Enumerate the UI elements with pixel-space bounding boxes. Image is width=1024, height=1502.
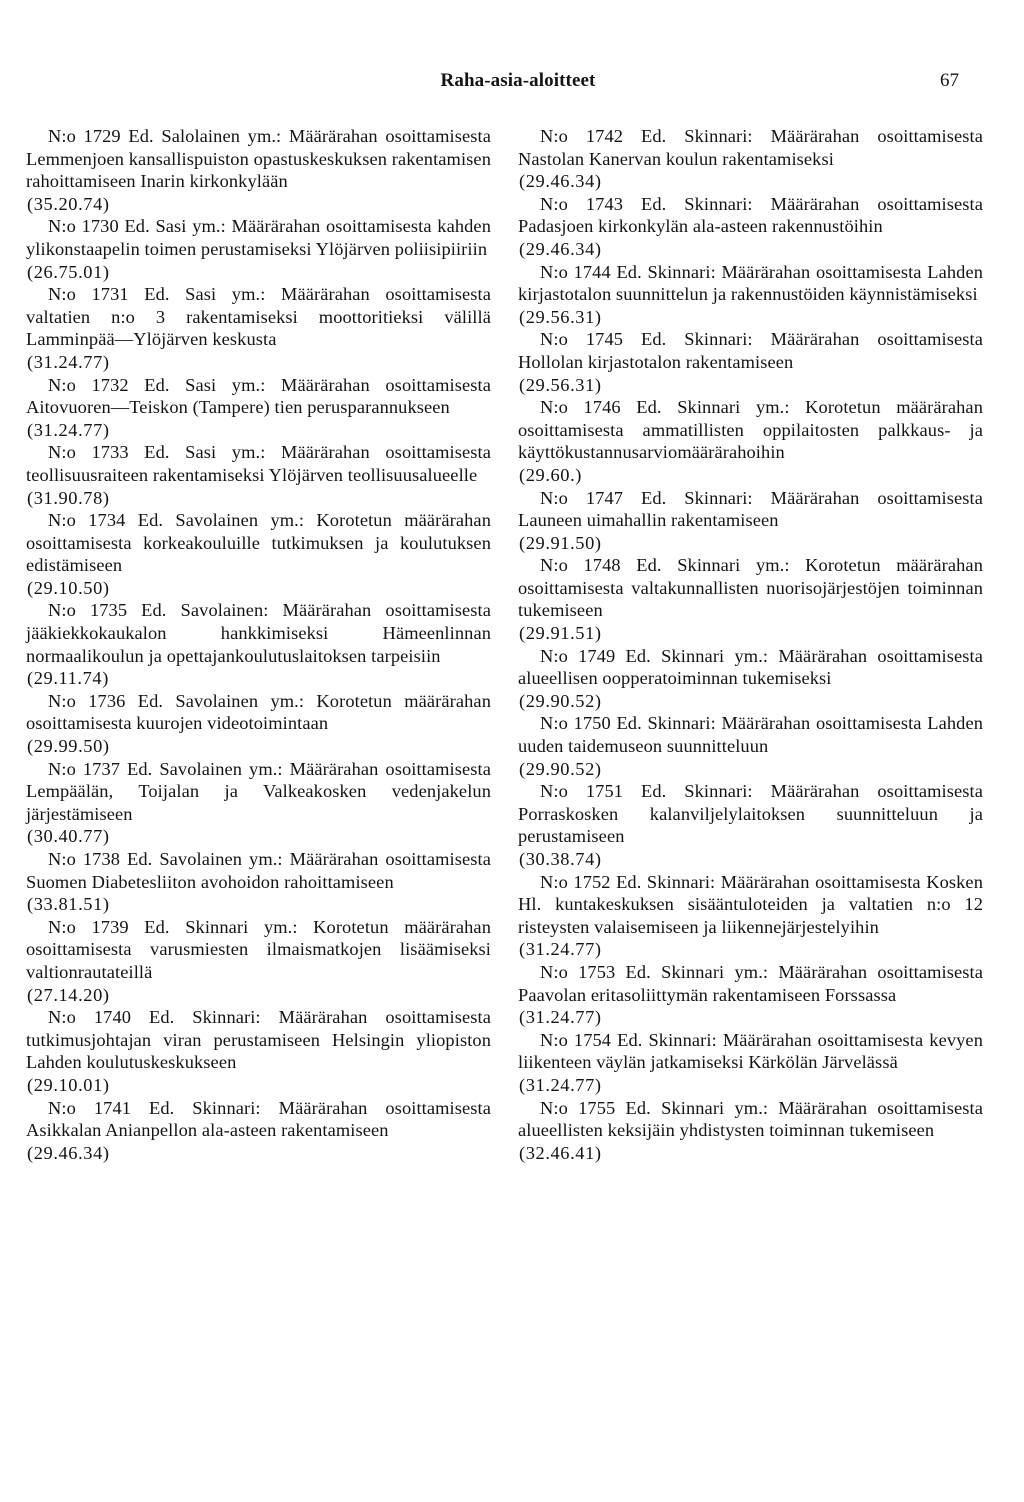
initiative-text: N:o 1751 Ed. Skinnari: Määrärahan osoittamisesta Porraskosken kalanviljelylaitoksen suunnitteluun ja perustamiseen: [518, 781, 983, 847]
initiative-entry: [518, 125, 983, 193]
budget-code: (29.99.50): [27, 736, 110, 757]
initiative-text: N:o 1733 Ed. Sasi ym.: Määrärahan osoittamisesta teollisuusraiteen rakentamiseksi Ylöjärven teollisuusalueelle: [26, 442, 491, 485]
initiative-text: N:o 1734 Ed. Savolainen ym.: Korotetun määrärahan osoittamisesta korkeakouluille tutkimuksen ja koulutuksen edistämiseen: [26, 510, 491, 576]
initiative-entry: [26, 374, 491, 442]
initiative-entry: [518, 396, 983, 486]
initiative-text: N:o 1754 Ed. Skinnari: Määrärahan osoittamisesta kevyen liikenteen väylän jatkamiseksi Kärkölän Järvelässä: [518, 1029, 983, 1073]
left-column: [26, 125, 491, 1164]
initiative-text: N:o 1750 Ed. Skinnari: Määrärahan osoittamisesta Lahden uuden taidemuseon suunnitteluun: [518, 713, 983, 757]
initiative-text: N:o 1736 Ed. Savolainen ym.: Korotetun määrärahan osoittamisesta kuurojen videotoimintaan: [26, 690, 491, 734]
budget-code: (29.46.34): [27, 1142, 110, 1163]
budget-code: (31.24.77): [27, 419, 110, 440]
initiative-text: N:o 1735 Ed. Savolainen: Määrärahan osoittamisesta jääkiekkokaukalon hankkimiseksi Hämeenlinnan normaalikoulun ja opettajankoulutuslaitoksen tarpeisiin: [26, 600, 491, 666]
initiative-text: N:o 1755 Ed. Skinnari ym.: Määrärahan osoittamisesta alueellisten keksijäin yhdistysten toiminnan tukemiseen: [518, 1097, 983, 1141]
initiative-text: N:o 1742 Ed. Skinnari: Määrärahan osoittamisesta Nastolan Kanervan koulun rakentamiseksi: [518, 126, 983, 169]
initiative-entry: [26, 916, 491, 1006]
budget-code: (27.14.20): [27, 984, 110, 1005]
budget-code: (29.60.): [519, 464, 583, 485]
initiative-text: N:o 1744 Ed. Skinnari: Määrärahan osoittamisesta Lahden kirjastotalon suunnittelun ja rakennustöiden käynnistämiseksi: [518, 261, 983, 305]
page-header: [0, 70, 1024, 100]
budget-code: (29.10.50): [27, 577, 110, 598]
initiative-entry: [518, 712, 983, 780]
budget-code: (29.91.51): [519, 623, 602, 644]
initiative-entry: [518, 487, 983, 555]
running-title: Raha-asia-aloitteet: [440, 70, 596, 91]
budget-code: (30.40.77): [27, 826, 110, 847]
initiative-entry: [26, 215, 491, 283]
budget-code: (31.90.78): [27, 487, 110, 508]
initiative-text: N:o 1745 Ed. Skinnari: Määrärahan osoittamisesta Hollolan kirjastotalon rakentamiseen: [518, 329, 983, 372]
initiative-text: N:o 1738 Ed. Savolainen ym.: Määrärahan osoittamisesta Suomen Diabetesliiton avohoidon rahoittamiseen: [26, 849, 491, 892]
initiative-entry: [26, 1097, 491, 1165]
budget-code: (26.75.01): [27, 261, 110, 282]
initiative-text: N:o 1737 Ed. Savolainen ym.: Määrärahan osoittamisesta Lempäälän, Toijalan ja Valkeakosken vedenjakelun järjestämiseen: [26, 758, 491, 824]
right-column: [518, 125, 983, 1164]
initiative-text: N:o 1729 Ed. Salolainen ym.: Määrärahan osoittamisesta Lemmenjoen kansallispuiston opastuskeskuksen rakentamisen rahoittamiseen Inarin kirkonkylään: [26, 126, 491, 192]
initiative-entry: [518, 328, 983, 396]
budget-code: (31.24.77): [519, 1007, 602, 1028]
initiative-entry: [26, 441, 491, 509]
initiative-entry: [518, 554, 983, 644]
budget-code: (29.10.01): [27, 1074, 110, 1095]
budget-code: (31.24.77): [519, 1074, 602, 1095]
budget-code: (29.90.52): [519, 758, 602, 779]
initiative-entry: [518, 1097, 983, 1165]
initiative-text: N:o 1746 Ed. Skinnari ym.: Korotetun määrärahan osoittamisesta ammatillisten oppilaitosten palkkaus- ja käyttökustannusarviomäärärahoihin: [518, 397, 983, 463]
initiative-entry: [26, 1006, 491, 1096]
initiative-text: N:o 1730 Ed. Sasi ym.: Määrärahan osoittamisesta kahden ylikonstaapelin toimen perustamiseksi Ylöjärven poliisipiiriin: [26, 216, 491, 259]
initiative-text: N:o 1740 Ed. Skinnari: Määrärahan osoittamisesta tutkimusjohtajan viran perustamiseen Helsingin yliopiston Lahden koulutuskeskukseen: [26, 1007, 491, 1073]
budget-code: (29.46.34): [519, 171, 602, 192]
budget-code: (29.11.74): [27, 668, 109, 689]
budget-code: (31.24.77): [27, 351, 110, 372]
budget-code: (29.56.31): [519, 374, 602, 395]
initiative-text: N:o 1731 Ed. Sasi ym.: Määrärahan osoittamisesta valtatien n:o 3 rakentamiseksi moottoritieksi välillä Lamminpää—Ylöjärven keskusta: [26, 284, 491, 350]
initiative-text: N:o 1749 Ed. Skinnari ym.: Määrärahan osoittamisesta alueellisen oopperatoiminnan tukemiseksi: [518, 645, 983, 689]
initiative-entry: [518, 261, 983, 329]
initiative-entry: [518, 645, 983, 713]
initiative-text: N:o 1748 Ed. Skinnari ym.: Korotetun määrärahan osoittamisesta valtakunnallisten nuorisojärjestöjen toiminnan tukemiseen: [518, 555, 983, 621]
initiative-entry: [26, 690, 491, 758]
initiative-entry: [26, 509, 491, 599]
initiative-entry: [26, 283, 491, 373]
initiative-entry: [26, 125, 491, 215]
initiative-text: N:o 1753 Ed. Skinnari ym.: Määrärahan osoittamisesta Paavolan eritasoliittymän rakentamiseen Forssassa: [518, 961, 983, 1005]
budget-code: (31.24.77): [519, 939, 602, 960]
initiative-text: N:o 1741 Ed. Skinnari: Määrärahan osoittamisesta Asikkalan Anianpellon ala-asteen rakentamiseen: [26, 1097, 491, 1141]
budget-code: (29.46.34): [519, 238, 602, 259]
initiative-text: N:o 1752 Ed. Skinnari: Määrärahan osoittamisesta Kosken Hl. kuntakeskuksen sisääntuloteiden ja valtatien n:o 12 risteysten valaisemiseen ja liikennejärjestelyihin: [518, 871, 983, 937]
budget-code: (29.56.31): [519, 306, 602, 327]
initiative-entry: [518, 961, 983, 1029]
initiative-text: N:o 1732 Ed. Sasi ym.: Määrärahan osoittamisesta Aitovuoren—Teiskon (Tampere) tien perusparannukseen: [26, 374, 491, 418]
budget-code: (32.46.41): [519, 1142, 602, 1163]
initiative-text: N:o 1739 Ed. Skinnari ym.: Korotetun määrärahan osoittamisesta varusmiesten ilmaismatkojen lisäämiseksi valtionrautateillä: [26, 916, 491, 982]
initiative-entry: [518, 871, 983, 961]
initiative-text: N:o 1747 Ed. Skinnari: Määrärahan osoittamisesta Launeen uimahallin rakentamiseen: [518, 487, 983, 531]
budget-code: (33.81.51): [27, 894, 110, 915]
budget-code: (29.91.50): [519, 532, 602, 553]
budget-code: (29.90.52): [519, 690, 602, 711]
initiative-entry: [26, 599, 491, 689]
initiative-entry: [518, 780, 983, 870]
initiative-entry: [26, 848, 491, 916]
budget-code: (35.20.74): [27, 193, 110, 214]
initiative-entry: [26, 758, 491, 848]
initiative-entry: [518, 193, 983, 261]
initiative-text: N:o 1743 Ed. Skinnari: Määrärahan osoittamisesta Padasjoen kirkonkylän ala-asteen rakennustöihin: [518, 193, 983, 237]
initiative-entry: [518, 1029, 983, 1097]
page-number: 67: [940, 70, 959, 91]
budget-code: (30.38.74): [519, 849, 602, 869]
